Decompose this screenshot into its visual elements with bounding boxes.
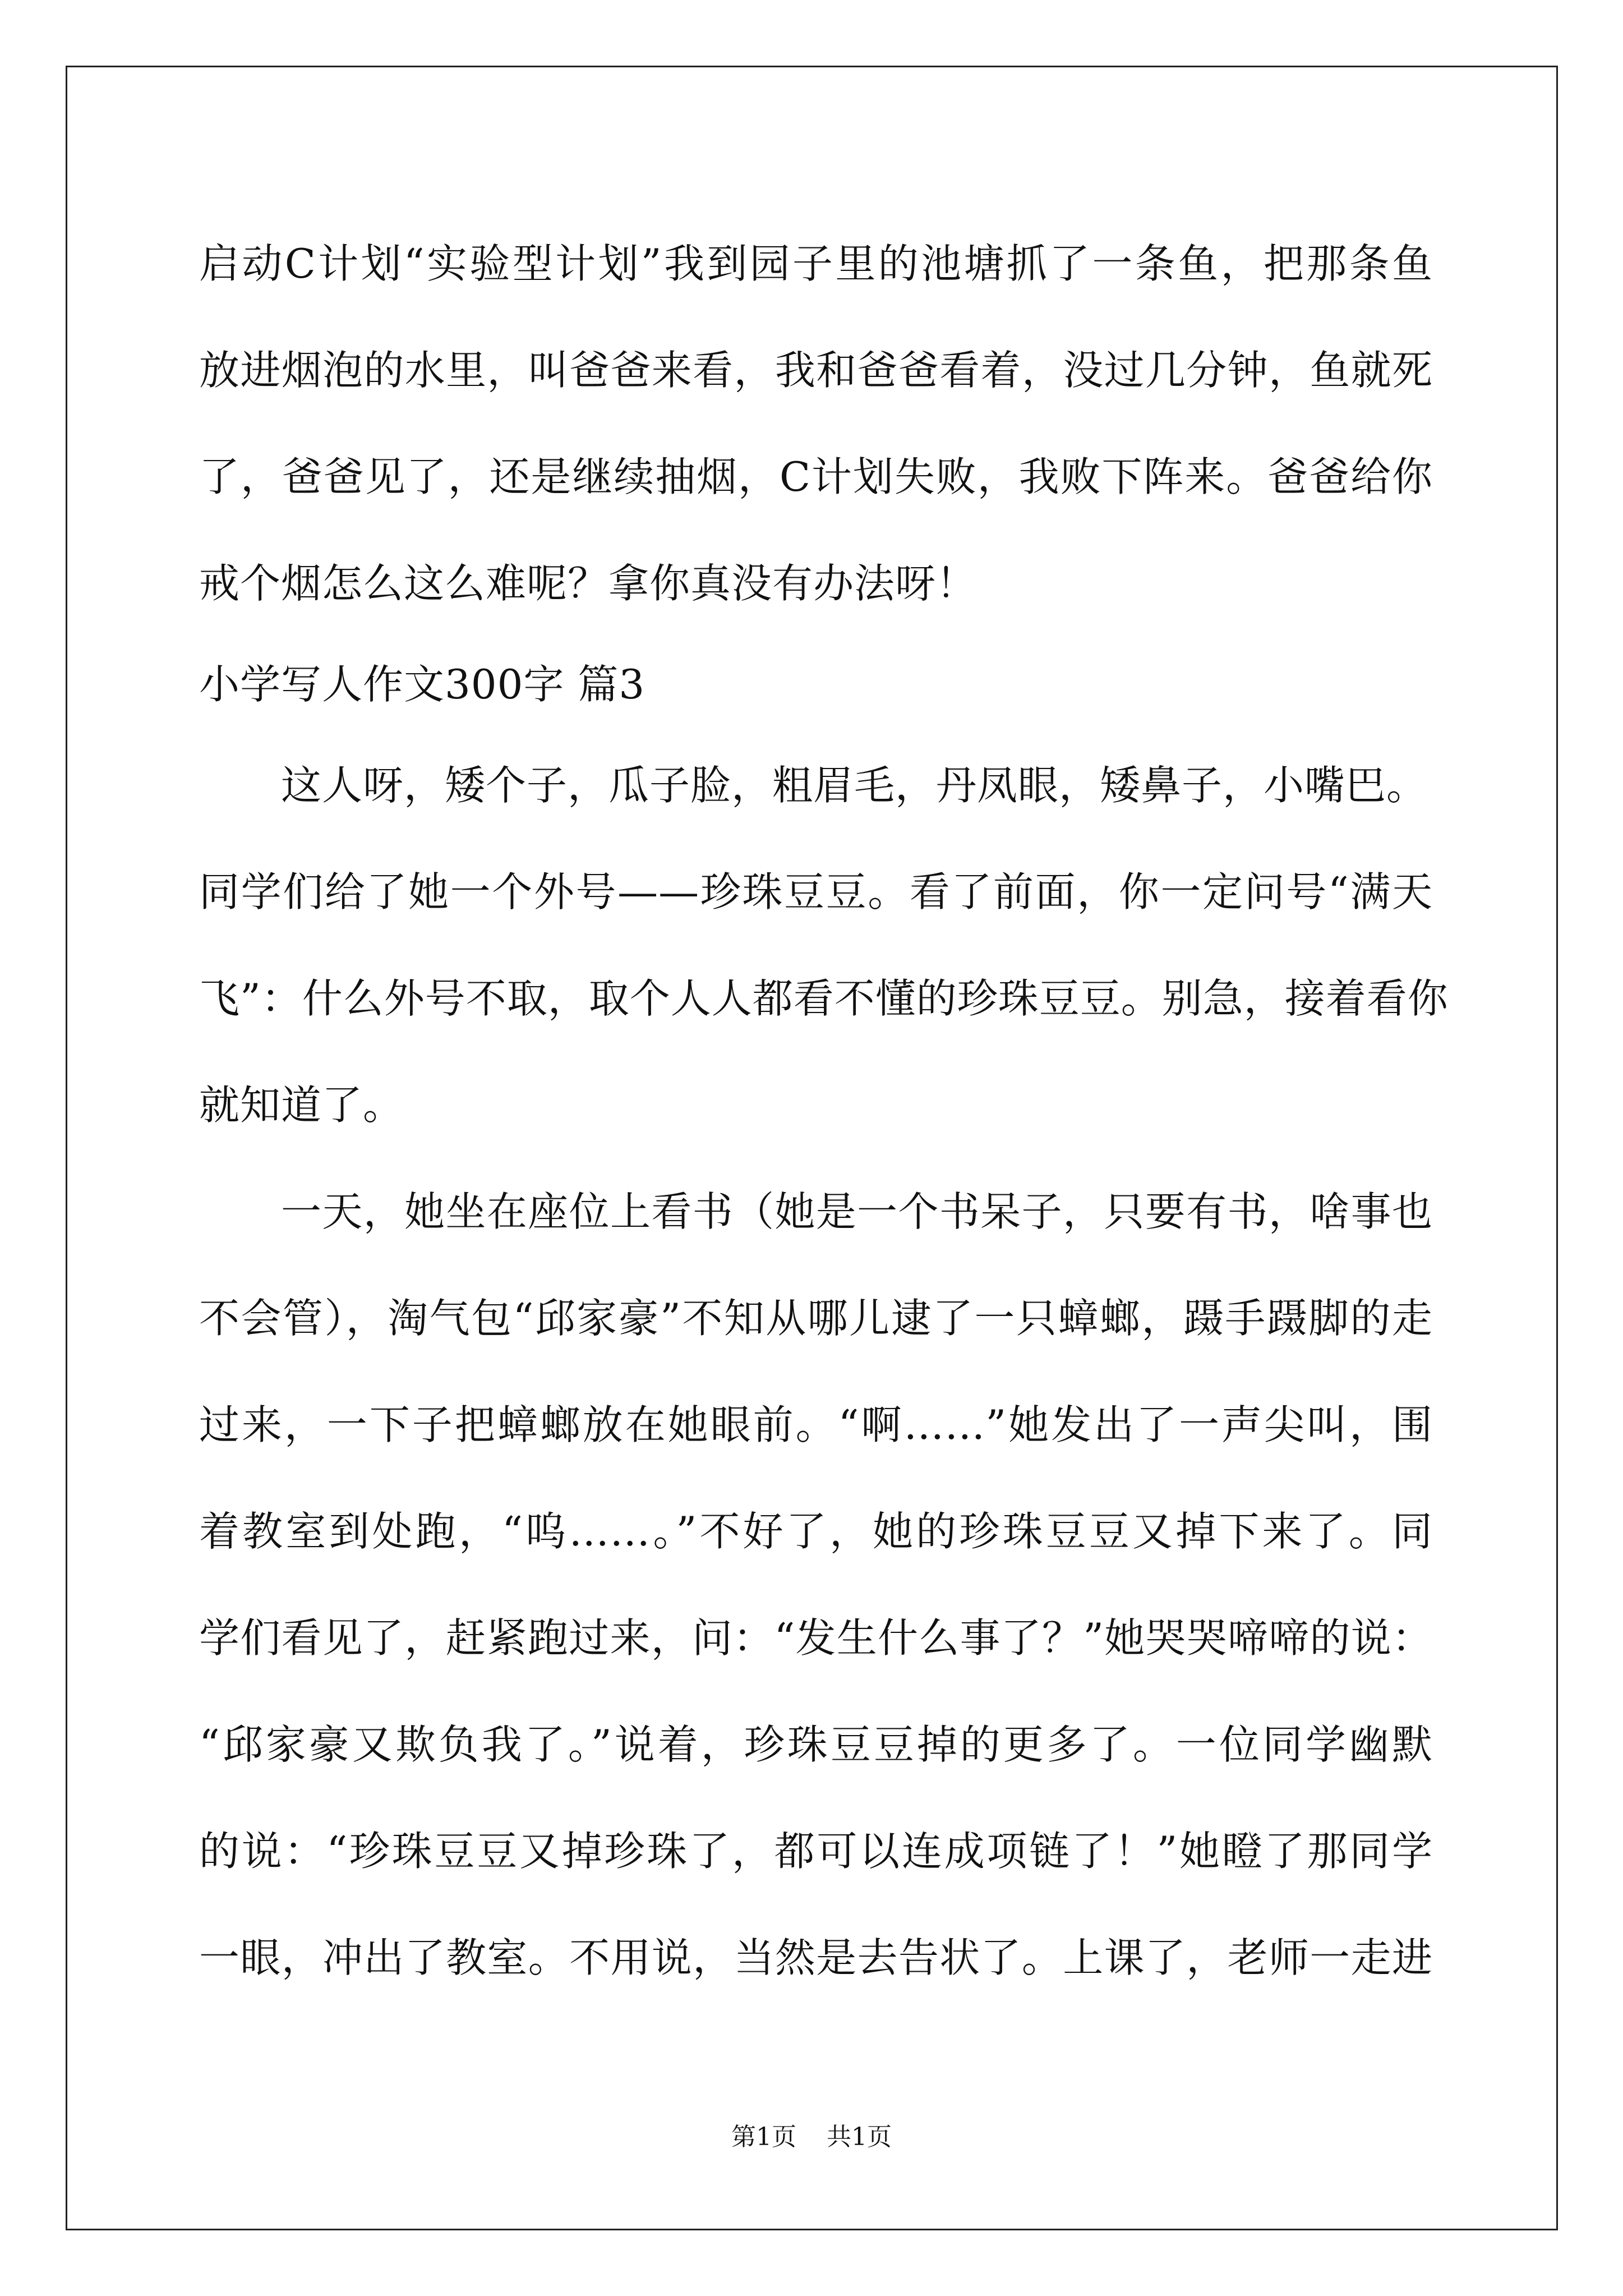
text-line: 一天，她坐在座位上看书（她是一个书呆子，只要有书，啥事也: [281, 1188, 1433, 1235]
text-line: 同学们给了她一个外号——珍珠豆豆。看了前面，你一定问号“满天: [199, 868, 1433, 915]
text-line: 一眼，冲出了教室。不用说，当然是去告状了。上课了，老师一走进: [199, 1934, 1433, 1981]
text-line: 过来，一下子把蟑螂放在她眼前。“啊……”她发出了一声尖叫，围: [199, 1401, 1433, 1448]
text-line: 的说：“珍珠豆豆又掉珍珠了，都可以连成项链了！”她瞪了那同学: [199, 1828, 1433, 1875]
text-line: 不会管），淘气包“邱家豪”不知从哪儿逮了一只蟑螂，蹑手蹑脚的走: [199, 1295, 1433, 1342]
paragraph-2: [199, 732, 1449, 1158]
text-line: 启动C计划“实验型计划”我到园子里的池塘抓了一条鱼，把那条鱼: [199, 240, 1433, 287]
text-line: 学们看见了，赶紧跑过来，问：“发生什么事了？”她哭哭啼啼的说：: [199, 1614, 1433, 1662]
paragraph-1: [199, 210, 1433, 637]
page-footer: [0, 2120, 1623, 2154]
section-heading: 小学写人作文300字 篇3: [199, 661, 645, 708]
text-line: 飞”：什么外号不取，取个人人都看不懂的珍珠豆豆。别急，接着看你: [199, 975, 1449, 1022]
paragraph-3: [199, 1158, 1433, 2011]
text-line: 了，爸爸见了，还是继续抽烟，C计划失败，我败下阵来。爸爸给你: [199, 453, 1433, 500]
page-number-current: 第1页: [731, 2123, 796, 2151]
text-line: 这人呀，矮个子，瓜子脸，粗眉毛，丹凤眼，矮鼻子，小嘴巴。: [281, 762, 1428, 809]
text-line: 就知道了。: [199, 1082, 404, 1129]
text-line: 着教室到处跑，“呜……。”不好了，她的珍珠豆豆又掉下来了。同: [199, 1508, 1433, 1555]
text-line: 戒个烟怎么这么难呢？拿你真没有办法呀！: [199, 560, 978, 607]
text-line: 放进烟泡的水里，叫爸爸来看，我和爸爸看着，没过几分钟，鱼就死: [199, 347, 1433, 394]
document-body: [199, 210, 1449, 2011]
page-number-total: 共1页: [827, 2123, 892, 2151]
text-line: “邱家豪又欺负我了。”说着，珍珠豆豆掉的更多了。一位同学幽默: [199, 1721, 1433, 1768]
